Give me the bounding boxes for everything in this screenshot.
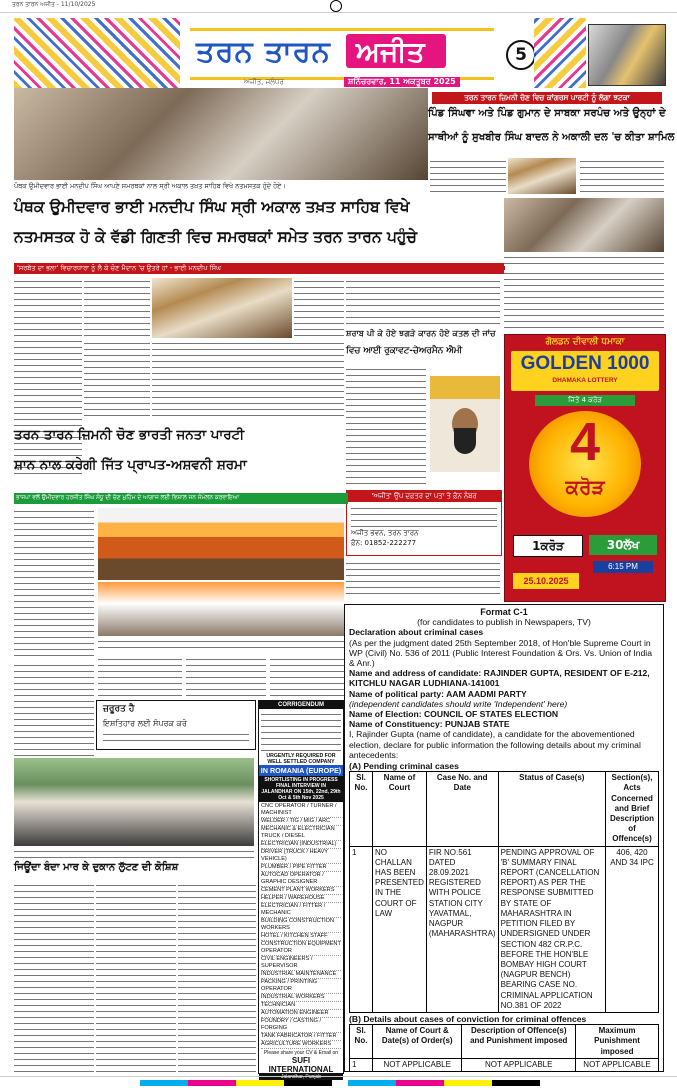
- notice-constituency: Name of Constituency: PUNJAB STATE: [349, 719, 510, 730]
- cell-case: FIR NO.561 DATED 28.09.2021 REGISTERED WITH POLICE STATION CITY YAVATMAL, NAGPUR (MAHARASHTRA): [426, 846, 498, 1012]
- mid-footer-text: [346, 560, 500, 598]
- bjp-photo-1: [98, 508, 344, 580]
- printer-strip-text: ਤਰਨ ਤਾਰਨ ਅਜੀਤ - 11/10/2025: [12, 1, 96, 8]
- robbery-caption: [14, 848, 254, 858]
- cell-sections: 406, 420 AND 34 IPC: [606, 846, 659, 1012]
- helpline-title: 'ਅਜੀਤ' ਉਪ ਦਫ਼ਤਰ ਦਾ ਪਤਾ ਤੇ ਫ਼ੋਨ ਨੰਬਰ: [347, 491, 501, 502]
- job-item: ELECTRICIAN / FITTER / MECHANIC: [261, 903, 341, 918]
- congress-main-photo: [504, 198, 664, 252]
- conviction-table: [349, 1024, 659, 1072]
- cell-sl: 1: [350, 1058, 373, 1071]
- job-item: CEMENT PLANT WORKERS: [261, 887, 341, 895]
- aap-headline-2: ਵਿਚ ਆਈ ਰੁਕਾਵਟ-ਚੇਅਰਮੈਨ ਐਮੀ: [346, 346, 463, 356]
- job-item: CIVIL ENGINEERS / SUPERVISOR: [261, 956, 341, 971]
- lead-photo-caption: ਪੰਥਕ ਉਮੀਦਵਾਰ ਭਾਈ ਮਨਦੀਪ ਸਿੰਘ ਆਪਣੇ ਸਮਰਥਕਾਂ ਨਾਲ ਸ੍ਰੀ ਅਕਾਲ ਤਖ਼ਤ ਸਾਹਿਬ ਵਿਖੇ ਨਤਮਸਤਕ ਹੁੰਦੇ ਹੋਏ।: [14, 182, 286, 190]
- congress-headline-1: ਪਿੰਡ ਸਿੰਘਵਾ ਅਤੇ ਪਿੰਡ ਗੁਮਾਨ ਦੇ ਸਾਬਕਾ ਸਰਪੰਚ ਅਤੇ ਉਨ੍ਹਾਂ ਦੇ: [428, 108, 666, 119]
- col-sections: Section(s), Acts Concerned and Brief Description of Offence(s): [606, 772, 659, 846]
- notice-independent: (independent candidates should write 'Independent' here): [349, 698, 568, 709]
- cell-court-date: NOT APPLICABLE: [373, 1058, 462, 1071]
- bjp-headline-1: ਤਰਨ ਤਾਰਨ ਜ਼ਿਮਨੀ ਚੋਣ ਭਾਰਤੀ ਜਨਤਾ ਪਾਰਟੀ: [14, 428, 245, 443]
- masthead-title-right: ਅਜੀਤ: [356, 35, 425, 68]
- pending-cases-table: [349, 771, 659, 1013]
- aap-portrait-beard: [454, 428, 476, 454]
- lead-headline-1: ਪੰਥਕ ਉਮੀਦਵਾਰ ਭਾਈ ਮਨਦੀਪ ਸਿੰਘ ਸ੍ਰੀ ਅਕਾਲ ਤਖ਼ਤ ਸਾਹਿਬ ਵਿਖੇ: [14, 198, 410, 216]
- mid-body-col: [346, 278, 500, 328]
- aap-body-left: [346, 366, 426, 486]
- job-item: DRIVER (TRUCK / HEAVY VEHICLE): [261, 849, 341, 864]
- lead-strap: 'ਸਰਬੱਤ ਦਾ ਭਲਾ' ਵਿਚਾਰਧਾਰਾ ਨੂੰ ਲੈ ਕੇ ਚੋਣ ਮੈਦਾਨ 'ਚ ਉਤਰੇ ਹਾਂ - ਭਾਈ ਮਨਦੀਪ ਸਿੰਘ: [14, 263, 505, 274]
- job-item: FOUNDRY / CASTING / FORGING: [261, 1018, 341, 1033]
- helpline-box: [346, 490, 502, 556]
- masthead-title-left: ਤਰਨ ਤਾਰਨ: [196, 34, 331, 68]
- bottom-strip: [0, 1076, 677, 1090]
- job-item: CONSTRUCTION EQUIPMENT OPERATOR: [261, 941, 341, 954]
- robbery-body-col3: [178, 882, 256, 1072]
- color-bar: [140, 1080, 540, 1086]
- classified-box: [96, 700, 256, 750]
- recruitment-ad: [258, 700, 344, 1080]
- col-sl: Sl. No.: [350, 1025, 373, 1059]
- recruitment-interview: SHORTLISTING IN PROGRESS FINAL INTERVIEW IN JALANDHAR ON 15th, 22nd, 29th Oct & 5th Nov 2025: [259, 776, 343, 802]
- masthead-pattern-left: [14, 18, 180, 88]
- notice-declaration: Declaration about criminal cases: [349, 627, 484, 638]
- lottery-brand-box: [511, 351, 659, 391]
- notice-format: Format C-1: [480, 607, 528, 617]
- lottery-prize-word: ਕਰੋੜ: [565, 475, 605, 499]
- robbery-body-col1: [14, 882, 94, 1072]
- col-sl: Sl. No.: [350, 772, 373, 846]
- bjp-body-col1: [14, 508, 94, 658]
- masthead-pattern-right: [534, 18, 586, 88]
- job-item: INDUSTRIAL WORKERS: [261, 994, 341, 1002]
- congress-body-col3: [580, 158, 664, 194]
- printer-strip: [0, 0, 677, 13]
- job-item: AUTOMATION ENGINEER: [261, 1010, 341, 1018]
- conviction-header: [350, 1025, 659, 1059]
- lead-headline-2: ਨਤਮਸਤਕ ਹੋ ਕੇ ਵੱਡੀ ਗਿਣਤੀ ਵਿਚ ਸਮਰਥਕਾਂ ਸਮੇਤ ਤਰਨ ਤਾਰਨ ਪਹੁੰਚੇ: [14, 228, 417, 246]
- job-item: MECHANIC & ELECTRICIAN TRUCK / DIESEL: [261, 826, 341, 841]
- cell-offence: NOT APPLICABLE: [462, 1058, 576, 1071]
- job-item: TECHNICIAN: [261, 1002, 341, 1010]
- notice-candidate-2: KITCHLU NAGAR LUDHIANA-141001: [349, 678, 500, 689]
- criminal-notice: [344, 604, 664, 1072]
- masthead-date: ਸ਼ਨਿੱਚਰਵਾਰ, 11 ਅਕਤੂਬਰ 2025: [344, 77, 460, 87]
- congress-headline-2: ਸਾਥੀਆਂ ਨੂੰ ਸੁਖਬੀਰ ਸਿੰਘ ਬਾਦਲ ਨੇ ਅਕਾਲੀ ਦਲ 'ਚ ਕੀਤਾ ਸ਼ਾਮਿਲ: [428, 132, 675, 143]
- helpline-line1: ਅਜੀਤ ਭਵਨ, ਤਰਨ ਤਾਰਨ: [351, 529, 419, 537]
- page-number: 5: [506, 40, 536, 70]
- pending-cases-header: [350, 772, 659, 846]
- robbery-photo: [14, 758, 254, 846]
- table-row: [350, 846, 659, 1012]
- lottery-third-prize: 30ਲੱਖ: [589, 535, 657, 555]
- table-row: [350, 1058, 659, 1071]
- lead-body-col3b: [152, 340, 344, 418]
- job-item: INDUSTRIAL MAINTENANCE: [261, 971, 341, 979]
- col-court-date: Name of Court & Date(s) of Order(s): [373, 1025, 462, 1059]
- notice-election: Name of Election: COUNCIL OF STATES ELECTION: [349, 709, 559, 720]
- robbery-headline: ਜਿਊਂਦਾ ਬੰਦਾ ਮਾਰ ਕੇ ਦੁਕਾਨ ਲੁੱਟਣ ਦੀ ਕੋਸ਼ਿਸ਼: [14, 862, 179, 873]
- lottery-draw-time: 6:15 PM: [593, 561, 653, 573]
- masthead-title-right-box: [346, 34, 446, 68]
- bjp-caption: [98, 638, 344, 652]
- masthead-title-band: [190, 28, 494, 80]
- bjp-headline-2: ਸ਼ਾਨ ਨਾਲ ਕਰੇਗੀ ਜਿੱਤ ਪ੍ਰਾਪਤ-ਅਸ਼ਵਨੀ ਸ਼ਰਮਾ: [14, 458, 247, 473]
- lead-inset-photo: [152, 278, 292, 338]
- masthead-temple-photo: [588, 24, 666, 86]
- col-court: Name of Court: [373, 772, 427, 846]
- lottery-tag: ਜਿੱਤੋ 4 ਕਰੋੜ: [535, 395, 635, 406]
- cell-sl: 1: [350, 846, 373, 1012]
- notice-section-b: (B) Details about cases of conviction for criminal offences: [349, 1013, 587, 1024]
- lottery-banner: ਗੋਲਡਨ ਦੀਵਾਲੀ ਧਮਾਕਾ: [545, 337, 625, 347]
- left-col-lower-text: [14, 662, 94, 758]
- job-item: PACKING / PRINTING OPERATOR: [261, 979, 341, 994]
- job-list: [259, 802, 343, 1050]
- lottery-brand: GOLDEN 1000: [520, 353, 650, 374]
- recruitment-country: IN ROMANIA (EUROPE): [260, 766, 342, 775]
- aap-headline-1: ਸ਼ਰਾਬ ਪੀ ਕੇ ਹੋਏ ਝਗੜੇ ਕਾਰਨ ਹੋਏ ਕਤਲ ਦੀ ਜਾਂਚ: [346, 328, 496, 338]
- job-item: PLUMBER / PIPE FITTER: [261, 864, 341, 872]
- notice-candidate-1: Name and address of candidate: RAJINDER GUPTA, RESIDENT OF E-212,: [349, 668, 650, 679]
- job-item: AUTOCAD OPERATOR / GRAPHIC DESIGNER: [261, 872, 341, 887]
- col-status: Status of Case(s): [498, 772, 605, 846]
- congress-body-col1: [430, 158, 506, 194]
- helpline-line2: ਫ਼ੋਨ: 01852-222277: [351, 539, 417, 547]
- recruitment-footer-note: Please share your CV & Email on: [263, 1050, 339, 1056]
- cell-max-punishment: NOT APPLICABLE: [576, 1058, 659, 1071]
- job-item: WELDER / TIG / MIG / ARC: [261, 818, 341, 826]
- congress-caption: [504, 254, 664, 266]
- classified-title: ਜ਼ਰੂਰਤ ਹੈ: [103, 704, 135, 714]
- cell-status: PENDING APPROVAL OF 'B' SUMMARY FINAL REPORT (CANCELLATION REPORT) AS PER THE RESPONSE SUBMITTED BY STATE OF MAHARASHTRA IN PETITION FILED BY UNDERSIGNED UNDER SECTION 482 CR.P.C. BEFORE THE HON'BLE BOMBAY HIGH COURT (NAGPUR BENCH) BEARING CASE NO. CRIMINAL APPLICATION NO.381 OF 2022: [498, 846, 605, 1012]
- notice-para: I, Rajinder Gupta (name of candidate), a candidate for the abovementioned election, declare for public information the following details about my criminal antecedents:: [349, 729, 641, 760]
- masthead-city: ਅਜੀਤ, ਜਲੰਧਰ: [244, 78, 284, 86]
- bjp-strap: ਭਾਜਪਾ ਵਲੋਂ ਉਮੀਦਵਾਰ ਹਰਜੀਤ ਸਿੰਘ ਸੰਧੂ ਦੀ ਚੋਣ ਮੁਹਿੰਮ ਦੇ ਆਗਾਜ਼ ਲਈ ਵਿਸ਼ਾਲ ਜਨ ਸੰਮੇਲਨ ਕਰਵਾਇਆ: [14, 493, 348, 504]
- lead-body-col4: [294, 278, 344, 338]
- job-item: ELECTRICIAN (INDUSTRIAL): [261, 841, 341, 849]
- bjp-body-col3: [186, 656, 266, 698]
- job-item: HELPER / WAREHOUSE: [261, 895, 341, 903]
- right-body-col: [504, 270, 664, 330]
- bjp-photo-2: [98, 582, 344, 636]
- recruitment-header: URGENTLY REQUIRED FOR WELL SETTLED COMPANY: [266, 753, 336, 765]
- notice-judgment: (As per the judgment dated 25th September 2018, of Hon'ble Supreme Court in WP (Civil) No. 536 of 2011 (Public Interest Foundation & Ors. Vs. Union of India & Anr.): [349, 637, 652, 669]
- job-item: HOTEL / KITCHEN STAFF: [261, 933, 341, 941]
- recruitment-address: Jalandhar, Punjab: [259, 1074, 343, 1080]
- corrigendum-header: CORRIGENDUM: [259, 701, 343, 709]
- lead-body-col2: [84, 278, 150, 338]
- lead-body-col2b: [84, 340, 150, 418]
- classified-body: ਇਸ਼ਤਿਹਾਰ ਲਈ ਸੰਪਰਕ ਕਰੋ: [103, 719, 187, 728]
- job-item: AGRICULTURE WORKERS: [261, 1041, 341, 1049]
- notice-subtitle: (for candidates to publish in Newspapers, TV): [417, 617, 591, 628]
- robbery-body-col2: [96, 882, 176, 1072]
- lottery-prize-number: 4: [569, 412, 601, 472]
- cell-court: NO CHALLAN HAS BEEN PRESENTED IN THE COURT OF LAW: [373, 846, 427, 1012]
- lead-photo: [14, 88, 428, 180]
- congress-inset-photo: [508, 158, 576, 194]
- col-case: Case No. and Date: [426, 772, 498, 846]
- lead-body-col1: [14, 278, 82, 478]
- lottery-ad: [504, 334, 666, 602]
- corrigendum-text: [261, 711, 341, 751]
- bjp-body-col4: [270, 656, 344, 698]
- recruitment-company: SUFI INTERNATIONAL: [268, 1056, 334, 1074]
- registration-mark: [330, 0, 342, 12]
- job-item: BUILDING CONSTRUCTION WORKERS: [261, 918, 341, 933]
- notice-party: Name of political party: AAM AADMI PARTY: [349, 688, 527, 699]
- col-offence: Description of Offence(s) and Punishment imposed: [462, 1025, 576, 1059]
- congress-kicker: ਤਰਨ ਤਾਰਨ ਜ਼ਿਮਨੀ ਚੋਣ ਵਿਚ ਕਾਂਗਰਸ ਪਾਰਟੀ ਨੂੰ ਲੱਗਾ ਝਟਕਾ: [432, 92, 662, 104]
- lottery-sub: DHAMAKA LOTTERY: [552, 377, 618, 384]
- job-item: TANK FABRICATOR / FITTER: [261, 1033, 341, 1041]
- classified-text: [103, 731, 249, 745]
- notice-section-a: (A) Pending criminal cases: [349, 761, 459, 772]
- job-item: CNC OPERATOR / TURNER / MACHINIST: [261, 803, 341, 818]
- bjp-body-col2: [98, 656, 182, 698]
- masthead: [14, 18, 664, 88]
- lottery-second-prize: 1ਕਰੋੜ: [513, 535, 583, 557]
- helpline-body: [351, 505, 497, 527]
- col-max-punishment: Maximum Punishment imposed: [576, 1025, 659, 1059]
- lottery-draw-date: 25.10.2025: [513, 573, 579, 589]
